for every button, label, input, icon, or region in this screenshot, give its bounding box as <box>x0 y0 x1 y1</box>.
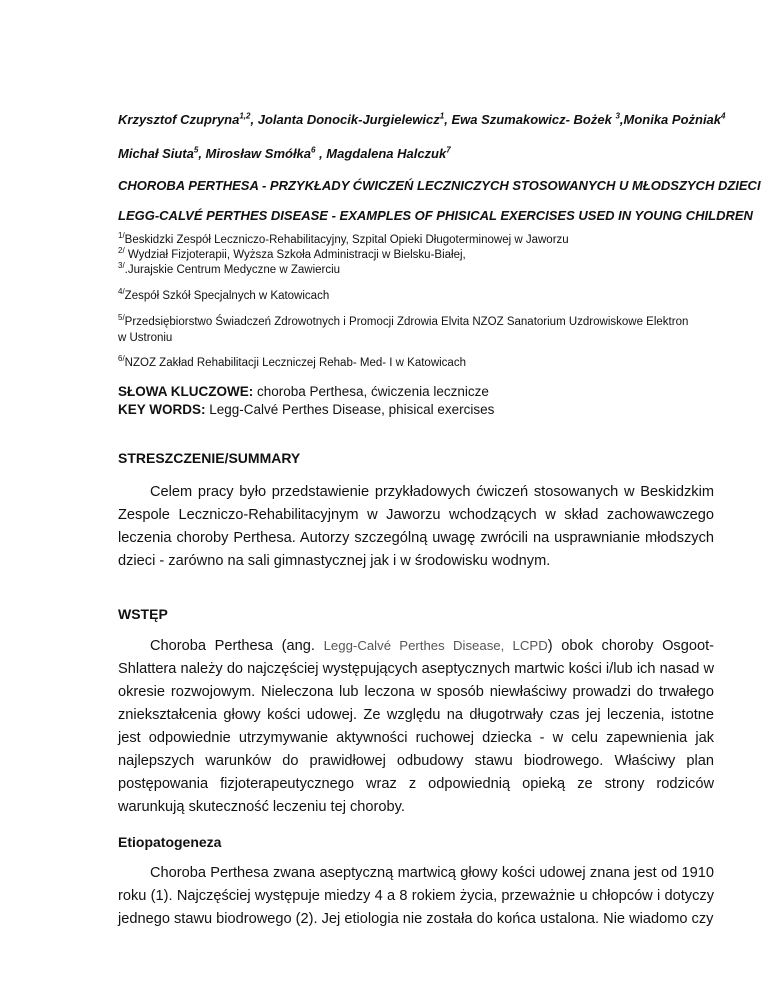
keywords-english <box>118 402 714 417</box>
intro-text: Choroba Perthesa (ang. <box>150 638 324 654</box>
affiliation-text: NZOZ Zakład Rehabilitacji Leczniczej Rehab- Med- I w Katowicach <box>124 357 466 369</box>
affiliation-mark: 3/ <box>118 261 125 271</box>
affiliation-text: Beskidzki Zespół Leczniczo-Rehabilitacyjny, Szpital Opieki Długoterminowej w Jaworzu <box>124 234 569 246</box>
affiliation-2 <box>118 246 714 261</box>
author-name: Michał Siuta <box>118 146 194 161</box>
affiliation-6 <box>118 354 714 369</box>
author-name: , Jolanta Donocik-Jurgielewicz <box>250 112 440 127</box>
authors-line-1 <box>118 111 726 127</box>
keywords-label: SŁOWA KLUCZOWE: <box>118 384 254 399</box>
intro-english-term: Legg-Calvé Perthes Disease, LCPD <box>323 638 548 653</box>
author-affiliation-mark: 3 <box>615 111 620 121</box>
author-name: , Ewa Szumakowicz- Bożek <box>444 112 616 127</box>
intro-text: ) obok choroby Osgoot-Shlattera należy do najczęściej występujących aseptycznych martwic kości i/lub ich nasad w okresie rozwojowym. Nieleczona lub leczona w sposób niewłaściwy prowadzi do trwałego zniekształcenia głowy kości udowej. Ze względu na długotrwały czas jej leczenia, istotne jest odpowiednie utrzymywanie aktywności ruchowej dziecka - w celu zapewnienia jak najlepszych warunków do prawidłowej odbudowy stawu biodrowego. Właściwy plan postępowania fizjoterapeutycznego wraz z odpowiednią opieką ze strony rodziców warunkują skuteczność leczeniu tej choroby. <box>118 638 714 815</box>
title-polish: CHOROBA PERTHESA - PRZYKŁADY ĆWICZEŃ LECZNICZYCH STOSOWANYCH U MŁODSZYCH DZIECI <box>118 178 761 193</box>
affiliation-5 <box>118 313 714 328</box>
author-affiliation-mark: 1,2 <box>239 111 251 121</box>
author-name: , Magdalena Halczuk <box>315 146 447 161</box>
keywords-text: Legg-Calvé Perthes Disease, phisical exercises <box>205 402 495 417</box>
author-affiliation-mark: 1 <box>439 111 445 121</box>
affiliation-1 <box>118 231 714 246</box>
summary-heading: STRESZCZENIE/SUMMARY <box>118 450 301 466</box>
affiliation-text: .Jurajskie Centrum Medyczne w Zawierciu <box>124 264 341 276</box>
authors-line-2 <box>118 146 714 161</box>
keywords-label: KEY WORDS: <box>118 402 206 417</box>
affiliation-3 <box>118 261 714 276</box>
affiliation-mark: 4/ <box>118 287 125 297</box>
etiopathogenesis-paragraph: Choroba Perthesa zwana aseptyczną martwicą głowy kości udowej znana jest od 1910 roku (1). Najczęściej występuje miedzy 4 a 8 rokiem życia, przeważnie u chłopców i dotyczy jednego stawu biodrowego (2). Jej etiologia nie została do końca ustalona. Nie wiadomo czy <box>118 865 714 927</box>
author-name: , Mirosław Smółka <box>198 146 312 161</box>
intro-heading: WSTĘP <box>118 606 168 622</box>
author-affiliation-mark: 4 <box>721 111 726 121</box>
title-english: LEGG-CALVÉ PERTHES DISEASE - EXAMPLES OF PHISICAL EXERCISES USED IN YOUNG CHILDREN <box>118 208 753 223</box>
author-affiliation-mark: 7 <box>446 145 451 155</box>
affiliation-5-continued: w Ustroniu <box>118 332 173 344</box>
summary-paragraph: Celem pracy było przedstawienie przykładowych ćwiczeń stosowanych w Beskidzkim Zespole Leczniczo-Rehabilitacyjnym w Jaworzu wchodzących w skład zachowawczego leczenia choroby Perthesa. Autorzy szczególną uwagę zwrócili na usprawnianie młodszych dzieci - zarówno na sali gimnastycznej jak i w środowisku wodnym. <box>118 484 714 569</box>
keywords-polish <box>118 384 714 399</box>
affiliation-mark: 1/ <box>118 231 125 241</box>
author-name: ,Monika Pożniak <box>619 112 722 127</box>
affiliation-text: Przedsiębiorstwo Świadczeń Zdrowotnych i Promocji Zdrowia Elvita NZOZ Sanatorium Uzdrowiskowe Elektron <box>124 316 689 328</box>
author-affiliation-mark: 5 <box>193 145 199 155</box>
affiliation-text: Wydział Fizjoterapii, Wyższa Szkoła Administracji w Bielsku-Białej, <box>124 249 466 261</box>
keywords-text: choroba Perthesa, ćwiczenia lecznicze <box>253 384 489 399</box>
author-name: Krzysztof Czupryna <box>118 112 240 127</box>
etiopathogenesis-heading: Etiopatogeneza <box>118 834 222 850</box>
affiliation-4 <box>118 287 714 302</box>
affiliation-mark: 2/ <box>118 246 125 256</box>
affiliation-text: Zespół Szkół Specjalnych w Katowicach <box>124 290 330 302</box>
affiliation-mark: 6/ <box>118 354 125 364</box>
affiliation-mark: 5/ <box>118 313 125 323</box>
author-affiliation-mark: 6 <box>311 145 316 155</box>
intro-paragraph <box>118 634 714 819</box>
